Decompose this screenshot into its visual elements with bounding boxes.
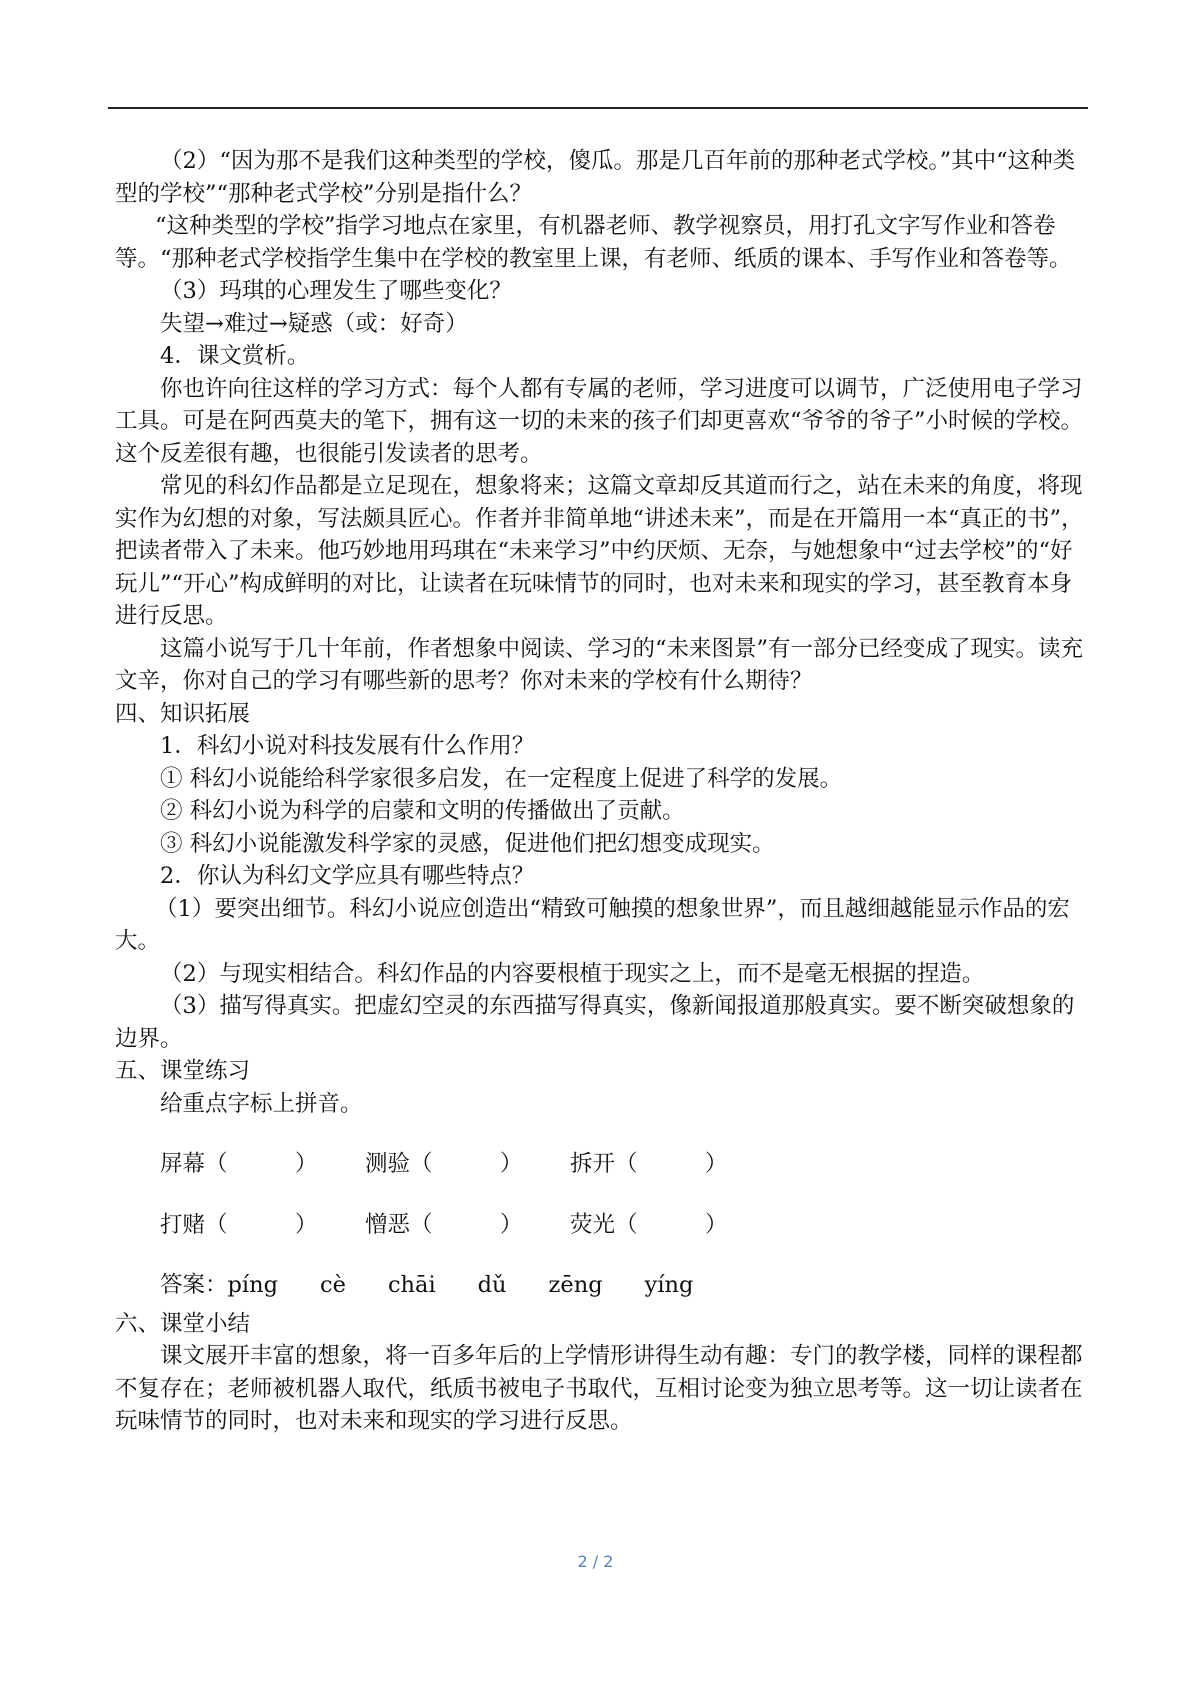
document-body (115, 145, 1090, 1438)
feature-3: （3）描写得真实。把虚幻空灵的东西描写得真实，像新闻报道那般真实。要不断突破想象的边界。 (115, 993, 1075, 1052)
answer-line (115, 1269, 1090, 1302)
pinyin-item: 测验（ ） (365, 1151, 523, 1177)
page-number: 2 / 2 (577, 1552, 614, 1571)
knowledge-question-2: 2．你认为科幻文学应具有哪些特点？ (160, 863, 535, 889)
answer-pinyin: zēng (548, 1272, 603, 1298)
knowledge-point-1: ① 科幻小说能给科学家很多启发，在一定程度上促进了科学的发展。 (160, 765, 843, 792)
analysis-paragraph-1: 你也许向往这样的学习方式：每个人都有专属的老师，学习进度可以调节，广泛使用电子学习工具。可是在阿西莫夫的笔下，拥有这一切的未来的孩子们却更喜欢“爷爷的爷子”小时候的学校。这个反差很有趣，也很能引发读者的思考。 (115, 375, 1084, 467)
answer-pinyin: dǔ (477, 1272, 507, 1298)
summary-paragraph: 课文展开丰富的想象，将一百多年后的上学情形讲得生动有趣：专门的教学楼，同样的课程都不复存在；老师被机器人取代，纸质书被电子书取代，互相讨论变为独立思考等。这一切让读者在玩味情节的同时，也对未来和现实的学习进行反思。 (115, 1343, 1083, 1434)
feature-1: （1）要突出细节。科幻小说应创造出“精致可触摸的想象世界”，而且越细越能显示作品的宏大。 (115, 895, 1070, 954)
pinyin-row-2 (115, 1209, 1090, 1242)
pinyin-item: 荧光（ ） (570, 1211, 728, 1238)
question-2: （2）“因为那不是我们这种类型的学校，傻瓜。那是几百年前的那种老式学校。”其中“这种类型的学校”“那种老式学校”分别是指什么？ (115, 148, 1076, 207)
answer-pinyin: yíng (644, 1272, 694, 1298)
analysis-paragraph-2: 常见的科幻作品都是立足现在，想象将来；这篇文章却反其道而行之，站在未来的角度，将现实作为幻想的对象，写法颇具匠心。作者并非简单地“讲述未来”，而是在开篇用一本“真正的书”，把读者带入了未来。他巧妙地用玛琪在“未来学习”中约厌烦、无奈，与她想象中“过去学校”的“好玩儿”“开心”构成鲜明的对比，让读者在玩味情节的同时，也对未来和现实的学习，甚至教育本身进行反思。 (115, 473, 1084, 629)
knowledge-point-2: ② 科幻小说为科学的启蒙和文明的传播做出了贡献。 (160, 798, 685, 824)
feature-2: （2）与现实相结合。科幻作品的内容要根植于现实之上，而不是毫无根据的捏造。 (160, 960, 985, 987)
knowledge-point-3: ③ 科幻小说能激发科学家的灵感，促进他们把幻想变成现实。 (160, 830, 775, 857)
exercise-instruction: 给重点字标上拼音。 (160, 1090, 363, 1117)
pinyin-row-1 (115, 1148, 1090, 1181)
knowledge-question-1: 1．科幻小说对科技发展有什么作用？ (160, 733, 535, 759)
answer-pinyin: cè (320, 1272, 346, 1298)
answer-label: 答案： (160, 1272, 228, 1298)
answer-pinyin: chāi (387, 1272, 436, 1298)
section-4-title: 4．课文赏析。 (160, 343, 310, 369)
answer-3: 失望→难过→疑惑（或：好奇） (160, 310, 468, 337)
heading-classroom-exercise: 五、课堂练习 (115, 1058, 251, 1084)
heading-classroom-summary: 六、课堂小结 (115, 1310, 251, 1337)
header-rule (108, 107, 1088, 109)
analysis-paragraph-3: 这篇小说写于几十年前，作者想象中阅读、学习的“未来图景”有一部分已经变成了现实。读充文辛，你对自己的学习有哪些新的思考？你对未来的学校有什么期待？ (115, 635, 1084, 694)
pinyin-item: 拆开（ ） (570, 1151, 728, 1177)
heading-knowledge-extension: 四、知识拓展 (115, 700, 251, 727)
pinyin-item: 打赌（ ） (160, 1211, 318, 1238)
answer-pinyin: píng (227, 1272, 279, 1298)
answer-2: “这种类型的学校”指学习地点在家里，有机器老师、教学视察员，用打孔文字写作业和答卷等。“那种老式学校指学生集中在学校的教室里上课，有老师、纸质的课本、手写作业和答卷等。 (115, 213, 1072, 272)
pinyin-item: 屏幕（ ） (160, 1151, 318, 1177)
pinyin-item: 憎恶（ ） (365, 1211, 523, 1238)
question-3: （3）玛琪的心理发生了哪些变化？ (160, 278, 512, 304)
